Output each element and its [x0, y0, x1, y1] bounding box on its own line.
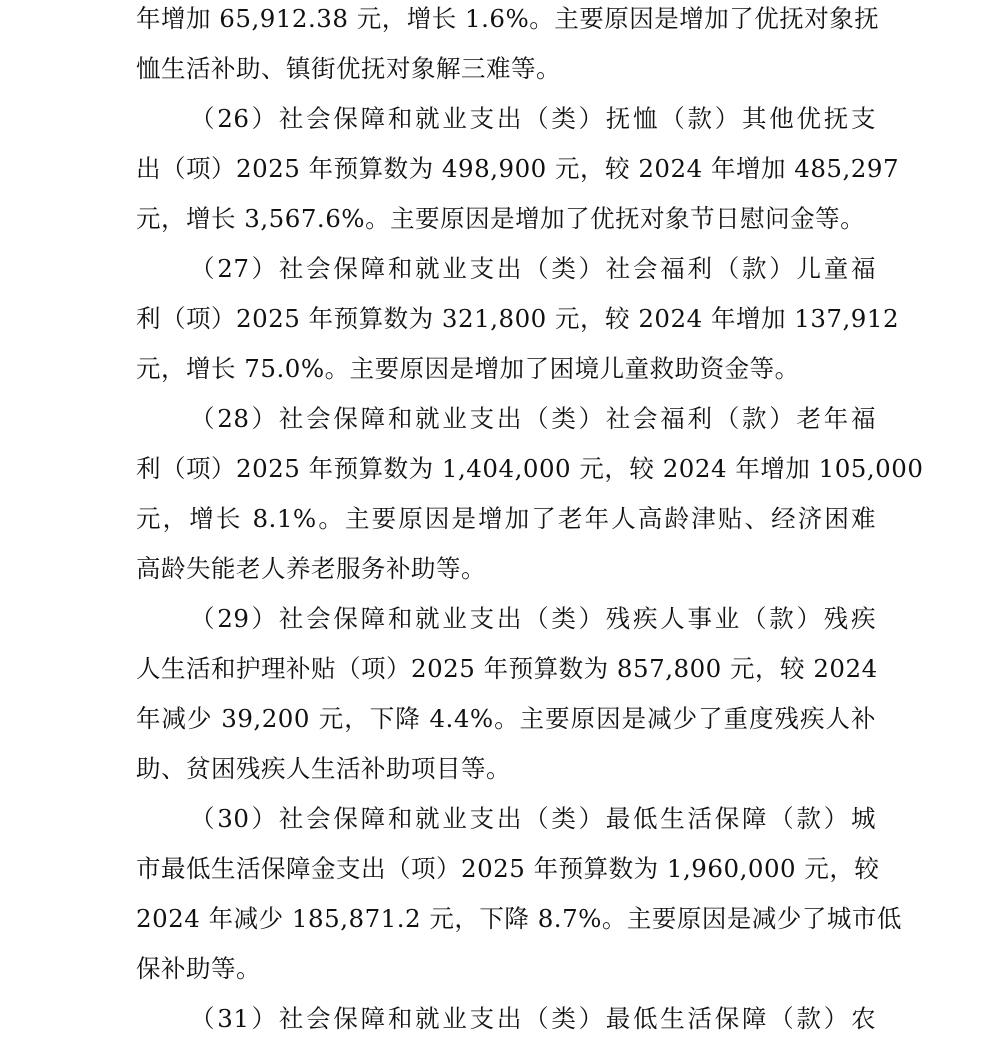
text-line-9: （28）社会保障和就业支出（类）社会福利（款）老年福 [190, 404, 876, 433]
text-line-1: 年增加 65,912.38 元，增长 1.6%。主要原因是增加了优抚对象抚 [136, 4, 880, 33]
text-line-12: 高龄失能老人养老服务补助等。 [136, 554, 486, 583]
text-line-2: 恤生活补助、镇街优抚对象解三难等。 [136, 54, 561, 83]
text-line-18: 市最低生活保障金支出（项）2025 年预算数为 1,960,000 元，较 [136, 854, 880, 883]
text-line-13: （29）社会保障和就业支出（类）残疾人事业（款）残疾 [190, 604, 876, 633]
text-line-17: （30）社会保障和就业支出（类）最低生活保障（款）城 [190, 804, 876, 833]
text-line-21: （31）社会保障和就业支出（类）最低生活保障（款）农 [190, 1004, 876, 1033]
text-line-11: 元，增长 8.1%。主要原因是增加了老年人高龄津贴、经济困难 [136, 504, 876, 533]
text-line-4: 出（项）2025 年预算数为 498,900 元，较 2024 年增加 485,297 [136, 154, 900, 183]
text-line-8: 元，增长 75.0%。主要原因是增加了困境儿童救助资金等。 [136, 354, 800, 383]
text-line-3: （26）社会保障和就业支出（类）抚恤（款）其他优抚支 [190, 104, 876, 133]
text-line-6: （27）社会保障和就业支出（类）社会福利（款）儿童福 [190, 254, 876, 283]
text-line-15: 年减少 39,200 元，下降 4.4%。主要原因是减少了重度残疾人补 [136, 704, 876, 733]
text-line-20: 保补助等。 [136, 954, 261, 983]
text-line-19: 2024 年减少 185,871.2 元，下降 8.7%。主要原因是减少了城市低 [136, 904, 902, 933]
text-line-7: 利（项）2025 年预算数为 321,800 元，较 2024 年增加 137,912 [136, 304, 900, 333]
text-line-5: 元，增长 3,567.6%。主要原因是增加了优抚对象节日慰问金等。 [136, 204, 866, 233]
text-line-14: 人生活和护理补贴（项）2025 年预算数为 857,800 元，较 2024 [136, 654, 878, 683]
text-line-16: 助、贫困残疾人生活补助项目等。 [136, 754, 511, 783]
text-line-10: 利（项）2025 年预算数为 1,404,000 元，较 2024 年增加 105,000 [136, 454, 924, 483]
